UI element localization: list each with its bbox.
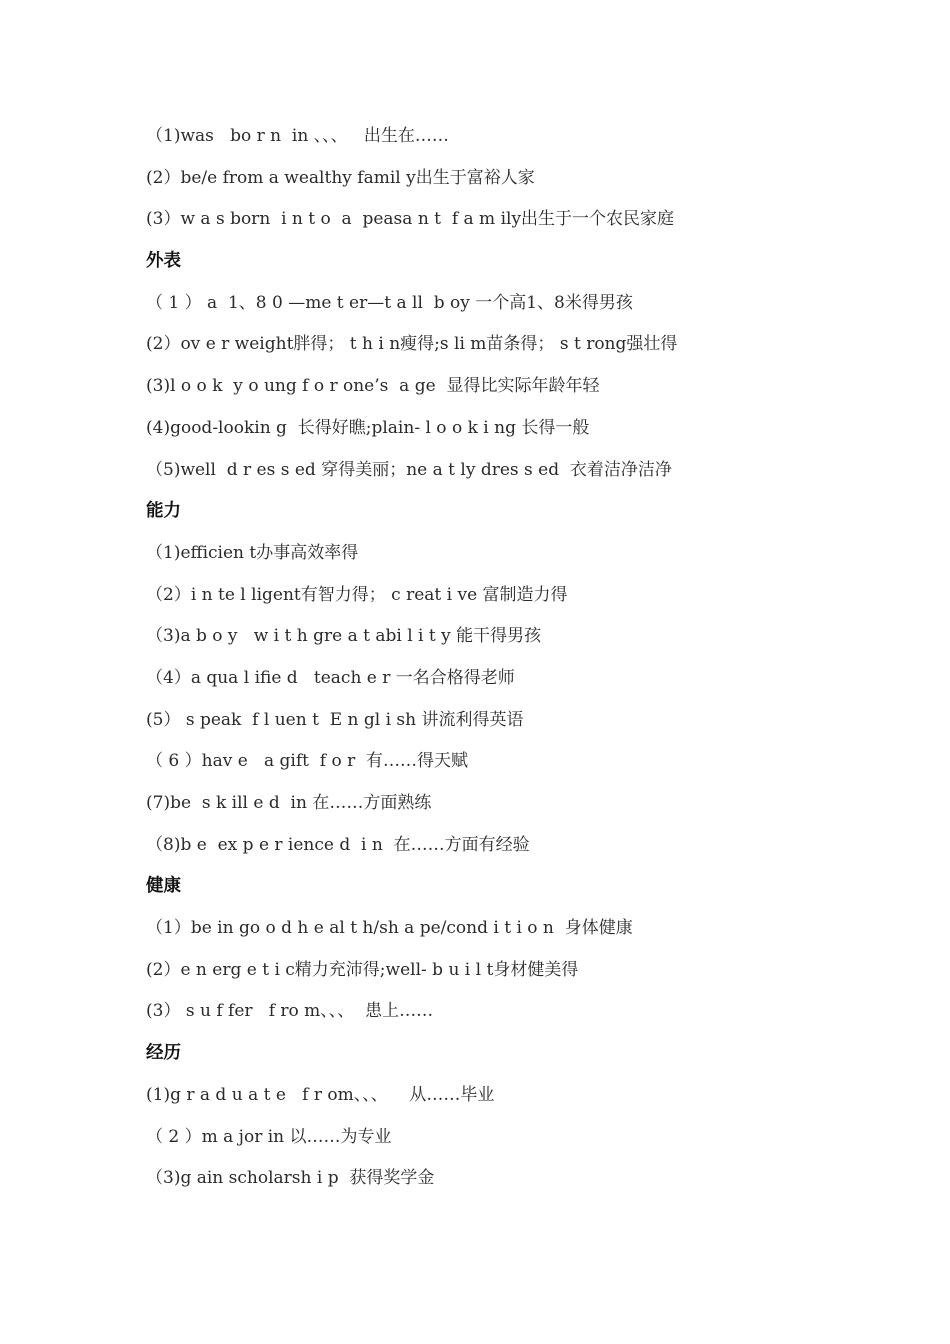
appearance-item-1: （ 1 ） a 1、8 0 —me t er—t a ll b oy 一个高1、8米得男孩 [146,292,633,313]
section-heading-ability: 能力 [146,501,181,522]
ability-item-6: （ 6 ）hav e a gift f o r 有……得天赋 [146,751,469,772]
health-item-1: （1）be in go o d h e al t h/sh a pe/cond i t i o n 身体健康 [146,918,633,939]
appearance-item-5: （5)well d r es s ed 穿得美丽；ne a t ly dres s ed 衣着洁净洁净 [146,459,672,480]
birth-item-3: (3）w a s born i n t o a peasa n t f a m ily出生于一个农民家庭 [146,209,675,230]
section-heading-health: 健康 [146,876,181,897]
experience-item-2: （ 2 ）m a jor in 以……为专业 [146,1126,392,1147]
appearance-item-4: (4)good-lookin g 长得好瞧;plain- l o o k i ng 长得一般 [146,417,590,438]
section-heading-experience: 经历 [146,1043,181,1064]
appearance-item-3: (3)l o o k y o ung f o r one’s a ge 显得比实际年龄年轻 [146,376,600,397]
birth-item-1: （1)was bo r n in 、、、 出生在…… [146,126,449,146]
birth-item-2: (2）be/e from a wealthy famil y出生于富裕人家 [146,167,535,188]
section-heading-appearance: 外表 [146,251,181,272]
ability-item-1: （1)efficien t办事高效率得 [146,542,359,563]
health-item-3: (3） s u f fer f ro m、、、 患上…… [146,1001,434,1022]
document-body [146,116,866,1200]
ability-item-8: （8)b e ex p e r ience d i n 在……方面有经验 [146,834,530,855]
ability-item-4: （4）a qua l ifie d teach e r 一名合格得老师 [146,667,515,688]
ability-item-2: （2）i n te l ligent有智力得； c reat i ve 富制造力得 [146,584,568,605]
appearance-item-2: (2）ov e r weight胖得； t h i n瘦得;s li m苗条得； s t rong强壮得 [146,334,678,355]
ability-item-5: (5） s peak f l uen t E n gl i sh 讲流利得英语 [146,709,524,730]
ability-item-7: (7)be s k ill e d in 在……方面熟练 [146,793,432,813]
health-item-2: (2）e n erg e t i c精力充沛得;well- b u i l t身材健美得 [146,959,579,980]
experience-item-3: （3)g ain scholarsh i p 获得奖学金 [146,1168,435,1189]
experience-item-1: (1)g r a d u a t e f r om、、、 从……毕业 [146,1084,495,1105]
ability-item-3: （3)a b o y w i t h gre a t abi l i t y 能干得男孩 [146,626,542,647]
